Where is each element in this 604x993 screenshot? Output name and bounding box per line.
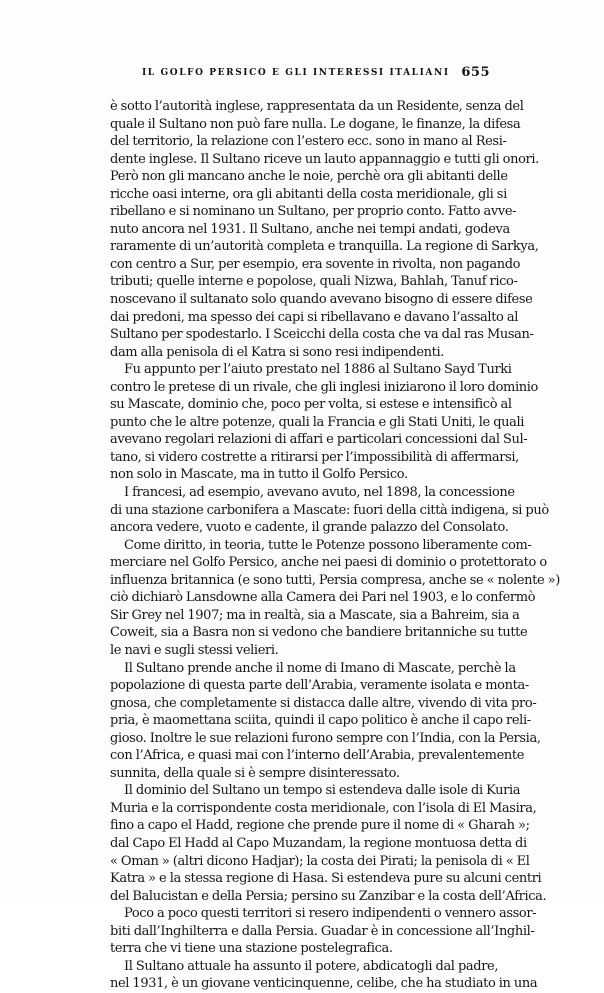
text-line: Sir Grey nel 1907; ma in realtà, sia a Mascate, sia a Bahreim, sia a	[110, 607, 520, 623]
text-line: gnosa, che completamente si distacca dalle altre, vivendo di vita pro-	[110, 695, 537, 711]
text-line: con l’Africa, e quasi mai con l’interno dell’Arabia, prevalentemente	[110, 748, 525, 764]
text-line: dam alla penisola di el Katra si sono resi indipendenti.	[110, 344, 445, 360]
text-line: le navi e sugli stessi velieri.	[110, 642, 279, 658]
text-line: Fu appunto per l’aiuto prestato nel 1886 al Sultano Sayd Turki	[124, 362, 512, 378]
text-line: nuto ancora nel 1931. Il Sultano, anche nei tempi andati, godeva	[110, 221, 510, 237]
text-line: pria, è maomettana sciita, quindi il capo politico è anche il capo reli-	[110, 713, 531, 729]
text-line: raramente di un’autorità completa e tranquilla. La regione di Sarkya,	[110, 239, 539, 255]
text-line: Muria e la corrispondente costa meridionale, con l’isola di El Masira,	[110, 800, 537, 816]
text-line: nel 1931, è un giovane venticinquenne, celibe, che ha studiato in una	[110, 976, 538, 992]
text-line: avevano regolari relazioni di affari e particolari concessioni dal Sul-	[110, 432, 528, 448]
page-number: 655	[461, 65, 490, 80]
text-line: « Oman » (altri dicono Hadjar); la costa dei Pirati; la penisola di « El	[110, 853, 530, 869]
text-line: punto che le altre potenze, quali la Francia e gli Stati Uniti, le quali	[110, 414, 525, 430]
text-line: Però non gli mancano anche le noie, perchè ora gli abitanti delle	[110, 169, 508, 185]
text-line: Il Sultano attuale ha assunto il potere, abdicatogli dal padre,	[124, 958, 499, 974]
text-line: di una stazione carbonifera a Mascate: fuori della città indigena, si può	[110, 502, 549, 518]
text-line: influenza britannica (e sono tutti, Persia compresa, anche se « nolente »)	[110, 572, 560, 588]
text-line: è sotto l’autorità inglese, rappresentata da un Residente, senza del	[110, 99, 524, 114]
text-line: del territorio, la relazione con l’estero ecc. sono in mano al Resi-	[110, 134, 507, 150]
text-line: non solo in Mascate, ma in tutto il Golfo Persico.	[110, 467, 408, 483]
text-line: tano, si videro costrette a ritirarsi per l’impossibilità di affermarsi,	[110, 449, 519, 465]
text-line: ribellano e si nominano un Sultano, per proprio conto. Fatto avve-	[110, 204, 517, 220]
text-line: Il dominio del Sultano un tempo si estendeva dalle isole di Kuria	[124, 783, 521, 799]
body-text	[110, 98, 560, 993]
text-line: su Mascate, dominio che, poco per volta, si estese e intensificò al	[110, 397, 512, 413]
text-line: biti dall’Inghilterra e dalla Persia. Guadar è in concessione all’Inghil-	[110, 923, 535, 939]
text-line: Sultano per spodestarlo. I Sceicchi della costa che va dal ras Musan-	[110, 327, 534, 343]
text-line: dente inglese. Il Sultano riceve un lauto appannaggio e tutti gli onori.	[110, 151, 539, 167]
running-title: IL GOLFO PERSICO E GLI INTERESSI ITALIANI	[142, 68, 450, 78]
text-line: con centro a Sur, per esempio, era sovente in rivolta, non pagando	[110, 256, 521, 272]
text-line: tributi; quelle interne e popolose, quali Nizwa, Bahlah, Tanuf rico-	[110, 274, 518, 290]
text-line: ciò dichiarò Lansdowne alla Camera dei Pari nel 1903, e lo confermò	[110, 590, 536, 606]
text-line: noscevano il sultanato solo quando avevano bisogno di essere difese	[110, 292, 533, 308]
text-line: merciare nel Golfo Persico, anche nei paesi di dominio o protettorato o	[110, 555, 547, 571]
text-line: Poco a poco questi territori si resero indipendenti o vennero assor-	[124, 906, 537, 922]
text-line: sunnita, della quale si è sempre disinteressato.	[110, 765, 400, 781]
text-line: dai predoni, ma spesso dei capi si ribellavano e davano l’assalto al	[110, 309, 518, 325]
text-line: contro le pretese di un rivale, che gli inglesi iniziarono il loro dominio	[110, 379, 538, 395]
text-line: terra che vi tiene una stazione postelegrafica.	[110, 941, 393, 957]
text-line: Come diritto, in teoria, tutte le Potenze possono liberamente com-	[124, 537, 532, 553]
text-line: fino a capo el Hadd, regione che prende pure il nome di « Gharah »;	[110, 818, 530, 834]
running-header	[110, 64, 490, 84]
text-line: quale il Sultano non può fare nulla. Le dogane, le finanze, la difesa	[110, 116, 521, 132]
text-line: gioso. Inoltre le sue relazioni furono sempre con l’India, con la Persia,	[110, 730, 541, 746]
text-line: del Balucistan e della Persia; persino su Zanzibar e la costa dell’Africa.	[110, 888, 547, 904]
text-line: dal Capo El Hadd al Capo Muzandam, la regione montuosa detta di	[110, 835, 527, 851]
text-line: Il Sultano prende anche il nome di Imano di Mascate, perchè la	[124, 660, 516, 676]
text-line: ancora vedere, vuoto e cadente, il grande palazzo del Consolato.	[110, 520, 509, 536]
text-line: I francesi, ad esempio, avevano avuto, nel 1898, la concessione	[124, 485, 515, 501]
text-line: ricche oasi interne, ora gli abitanti della costa meridionale, gli si	[110, 186, 507, 202]
text-line: popolazione di questa parte dell’Arabia, veramente isolata e monta-	[110, 678, 529, 694]
text-line: Katra » e la stessa regione di Hasa. Si estendeva pure su alcuni centri	[110, 871, 542, 887]
text-line: Coweit, sia a Basra non si vedono che bandiere britanniche su tutte	[110, 625, 528, 641]
